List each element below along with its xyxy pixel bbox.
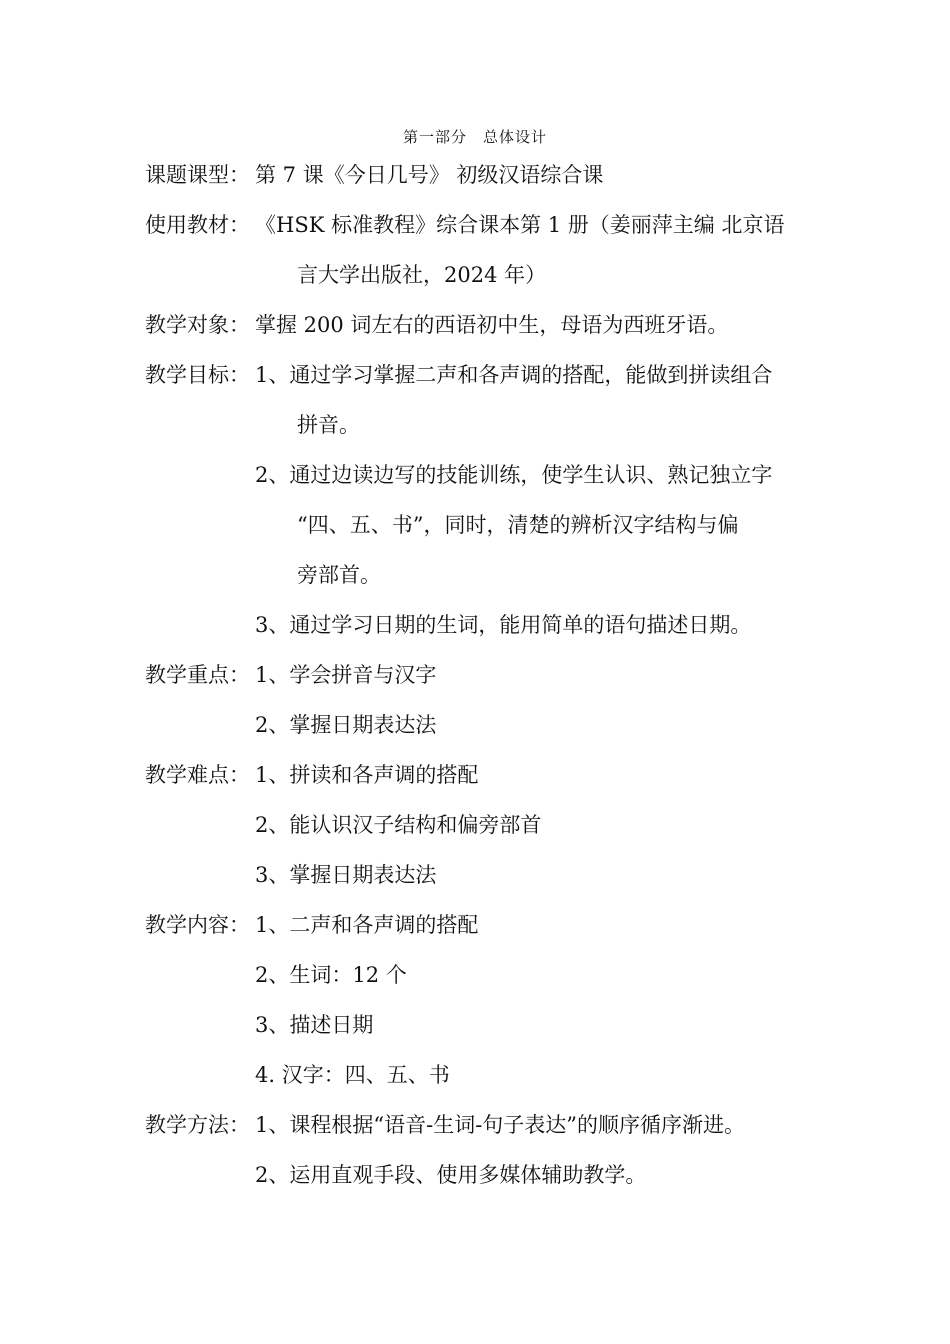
topic-label: 课题课型： xyxy=(145,163,250,187)
difficulty-2: 2、能认识汉子结构和偏旁部首 xyxy=(255,813,542,837)
content-2: 2、生词：12 个 xyxy=(255,963,407,987)
method-2: 2、运用直观手段、使用多媒体辅助教学。 xyxy=(255,1163,647,1187)
objectives-label: 教学目标： xyxy=(145,363,250,387)
textbook-value-line1: 《HSK 标准教程》综合课本第 1 册（姜丽萍主编 北京语 xyxy=(255,213,785,237)
key-point-2: 2、掌握日期表达法 xyxy=(255,713,437,737)
difficulty-1: 1、拼读和各声调的搭配 xyxy=(255,763,479,787)
topic-value: 第 7 课《今日几号》 初级汉语综合课 xyxy=(255,163,604,187)
audience-value: 掌握 200 词左右的西语初中生，母语为西班牙语。 xyxy=(255,313,729,337)
content-1: 1、二声和各声调的搭配 xyxy=(255,913,479,937)
content-3: 3、描述日期 xyxy=(255,1013,374,1037)
objective-1-line2: 拼音。 xyxy=(297,413,360,437)
difficulty-3: 3、掌握日期表达法 xyxy=(255,863,437,887)
objective-2-line1: 2、通过边读边写的技能训练，使学生认识、熟记独立字 xyxy=(255,463,773,487)
section-title xyxy=(0,126,950,147)
objective-3: 3、通过学习日期的生词，能用简单的语句描述日期。 xyxy=(255,613,752,637)
textbook-label: 使用教材： xyxy=(145,213,250,237)
key-point-1: 1、学会拼音与汉字 xyxy=(255,663,437,687)
objective-2-line2: “四、五、书”，同时，清楚的辨析汉字结构与偏 xyxy=(297,513,739,537)
content-4: 4. 汉字：四、五、书 xyxy=(255,1063,450,1087)
content-label: 教学内容： xyxy=(145,913,250,937)
method-1: 1、课程根据“语音-生词-句子表达”的顺序循序渐进。 xyxy=(255,1113,746,1137)
objective-1-line1: 1、通过学习掌握二声和各声调的搭配，能做到拼读组合 xyxy=(255,363,773,387)
section-part: 第一部分 xyxy=(402,128,467,146)
section-name: 总体设计 xyxy=(483,128,548,146)
audience-label: 教学对象： xyxy=(145,313,250,337)
key-points-label: 教学重点： xyxy=(145,663,250,687)
textbook-value-line2: 言大学出版社，2024 年） xyxy=(297,263,547,287)
methods-label: 教学方法： xyxy=(145,1113,250,1137)
difficulties-label: 教学难点： xyxy=(145,763,250,787)
objective-2-line3: 旁部首。 xyxy=(297,563,381,587)
